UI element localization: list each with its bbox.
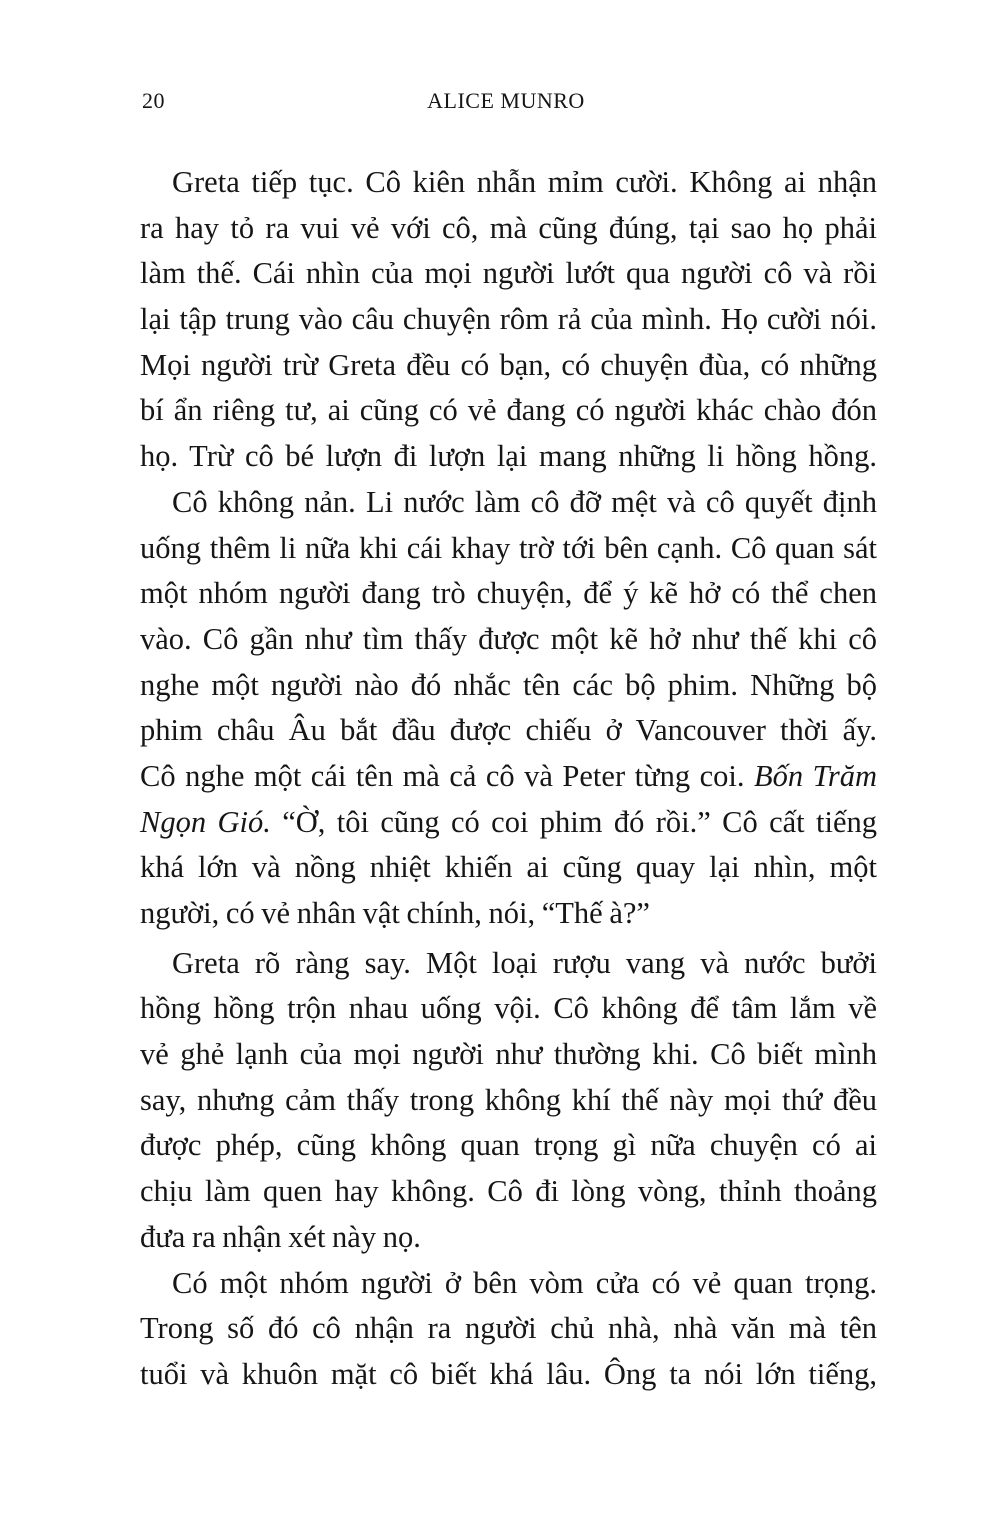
text-line: được phép, cũng không quan trọng gì nữa chuyện có ai [140,1128,877,1163]
text-line: Có một nhóm người ở bên vòm cửa có vẻ quan trọng. [172,1265,877,1300]
film-title: Ngọn Gió. [140,804,271,839]
text-line: Trong số đó cô nhận ra người chủ nhà, nhà văn mà tên [140,1311,877,1346]
line-text: “Ờ, tôi cũng có coi phim đó rồi.” Cô cất tiếng [270,804,878,839]
text-line: Cô không nản. Li nước làm cô đỡ mệt và cô quyết định [172,484,877,519]
body-text [140,160,877,1398]
text-line: nghe một người nào đó nhắc tên các bộ phim. Những bộ [140,667,877,702]
text-line: Greta tiếp tục. Cô kiên nhẫn mỉm cười. Không ai nhận [172,165,877,199]
text-line: Mọi người trừ Greta đều có bạn, có chuyện đùa, có những [140,347,877,382]
text-line: một nhóm người đang trò chuyện, để ý kẽ hở có thể chen [140,576,877,611]
text-line: chịu làm quen hay không. Cô đi lòng vòng, thỉnh thoảng [140,1174,877,1209]
paragraph-3 [140,941,877,1261]
text-line: làm thế. Cái nhìn của mọi người lướt qua người cô và rồi [140,256,877,291]
text-line: khá lớn và nồng nhiệt khiến ai cũng quay lại nhìn, một [140,850,877,885]
text-line: Greta rõ ràng say. Một loại rượu vang và nước bưởi [172,945,877,980]
text-line: hồng hồng trộn nhau uống vội. Cô không để tâm lắm về [140,991,877,1026]
text-line: say, nhưng cảm thấy trong không khí thế này mọi thứ đều [140,1082,877,1117]
paragraph-4 [140,1261,877,1398]
text-line: bí ẩn riêng tư, ai cũng có vẻ đang có người khác chào đón [140,393,877,428]
text-line [140,754,877,800]
page-number: 20 [142,88,165,113]
line-text: Cô nghe một cái tên mà cả cô và Peter từng coi. [140,758,754,793]
text-line [140,800,877,846]
text-line: đưa ra nhận xét này nọ. [140,1219,421,1254]
text-line: ra hay tỏ ra vui vẻ với cô, mà cũng đúng, tại sao họ phải [140,210,877,245]
paragraph-2 [140,480,877,937]
text-line: lại tập trung vào câu chuyện rôm rả của mình. Họ cười nói. [140,302,877,337]
text-line: phim châu Âu bắt đầu được chiếu ở Vancouver thời ấy. [140,713,877,748]
text-line: người, có vẻ nhân vật chính, nói, “Thế à?” [140,896,650,930]
text-line: uống thêm li nữa khi cái khay trờ tới bên cạnh. Cô quan sát [140,530,877,565]
text-line: họ. Trừ cô bé lượn đi lượn lại mang những li hồng hồng. [140,439,877,474]
text-line: vào. Cô gần như tìm thấy được một kẽ hở như thế khi cô [140,621,877,656]
paragraph-1 [140,160,877,480]
text-line: vẻ ghẻ lạnh của mọi người như thường khi. Cô biết mình [140,1037,877,1072]
film-title: Bốn Trăm [753,758,877,793]
running-head: ALICE MUNRO [427,88,585,113]
text-line: tuổi và khuôn mặt cô biết khá lâu. Ông ta nói lớn tiếng, [140,1356,877,1391]
